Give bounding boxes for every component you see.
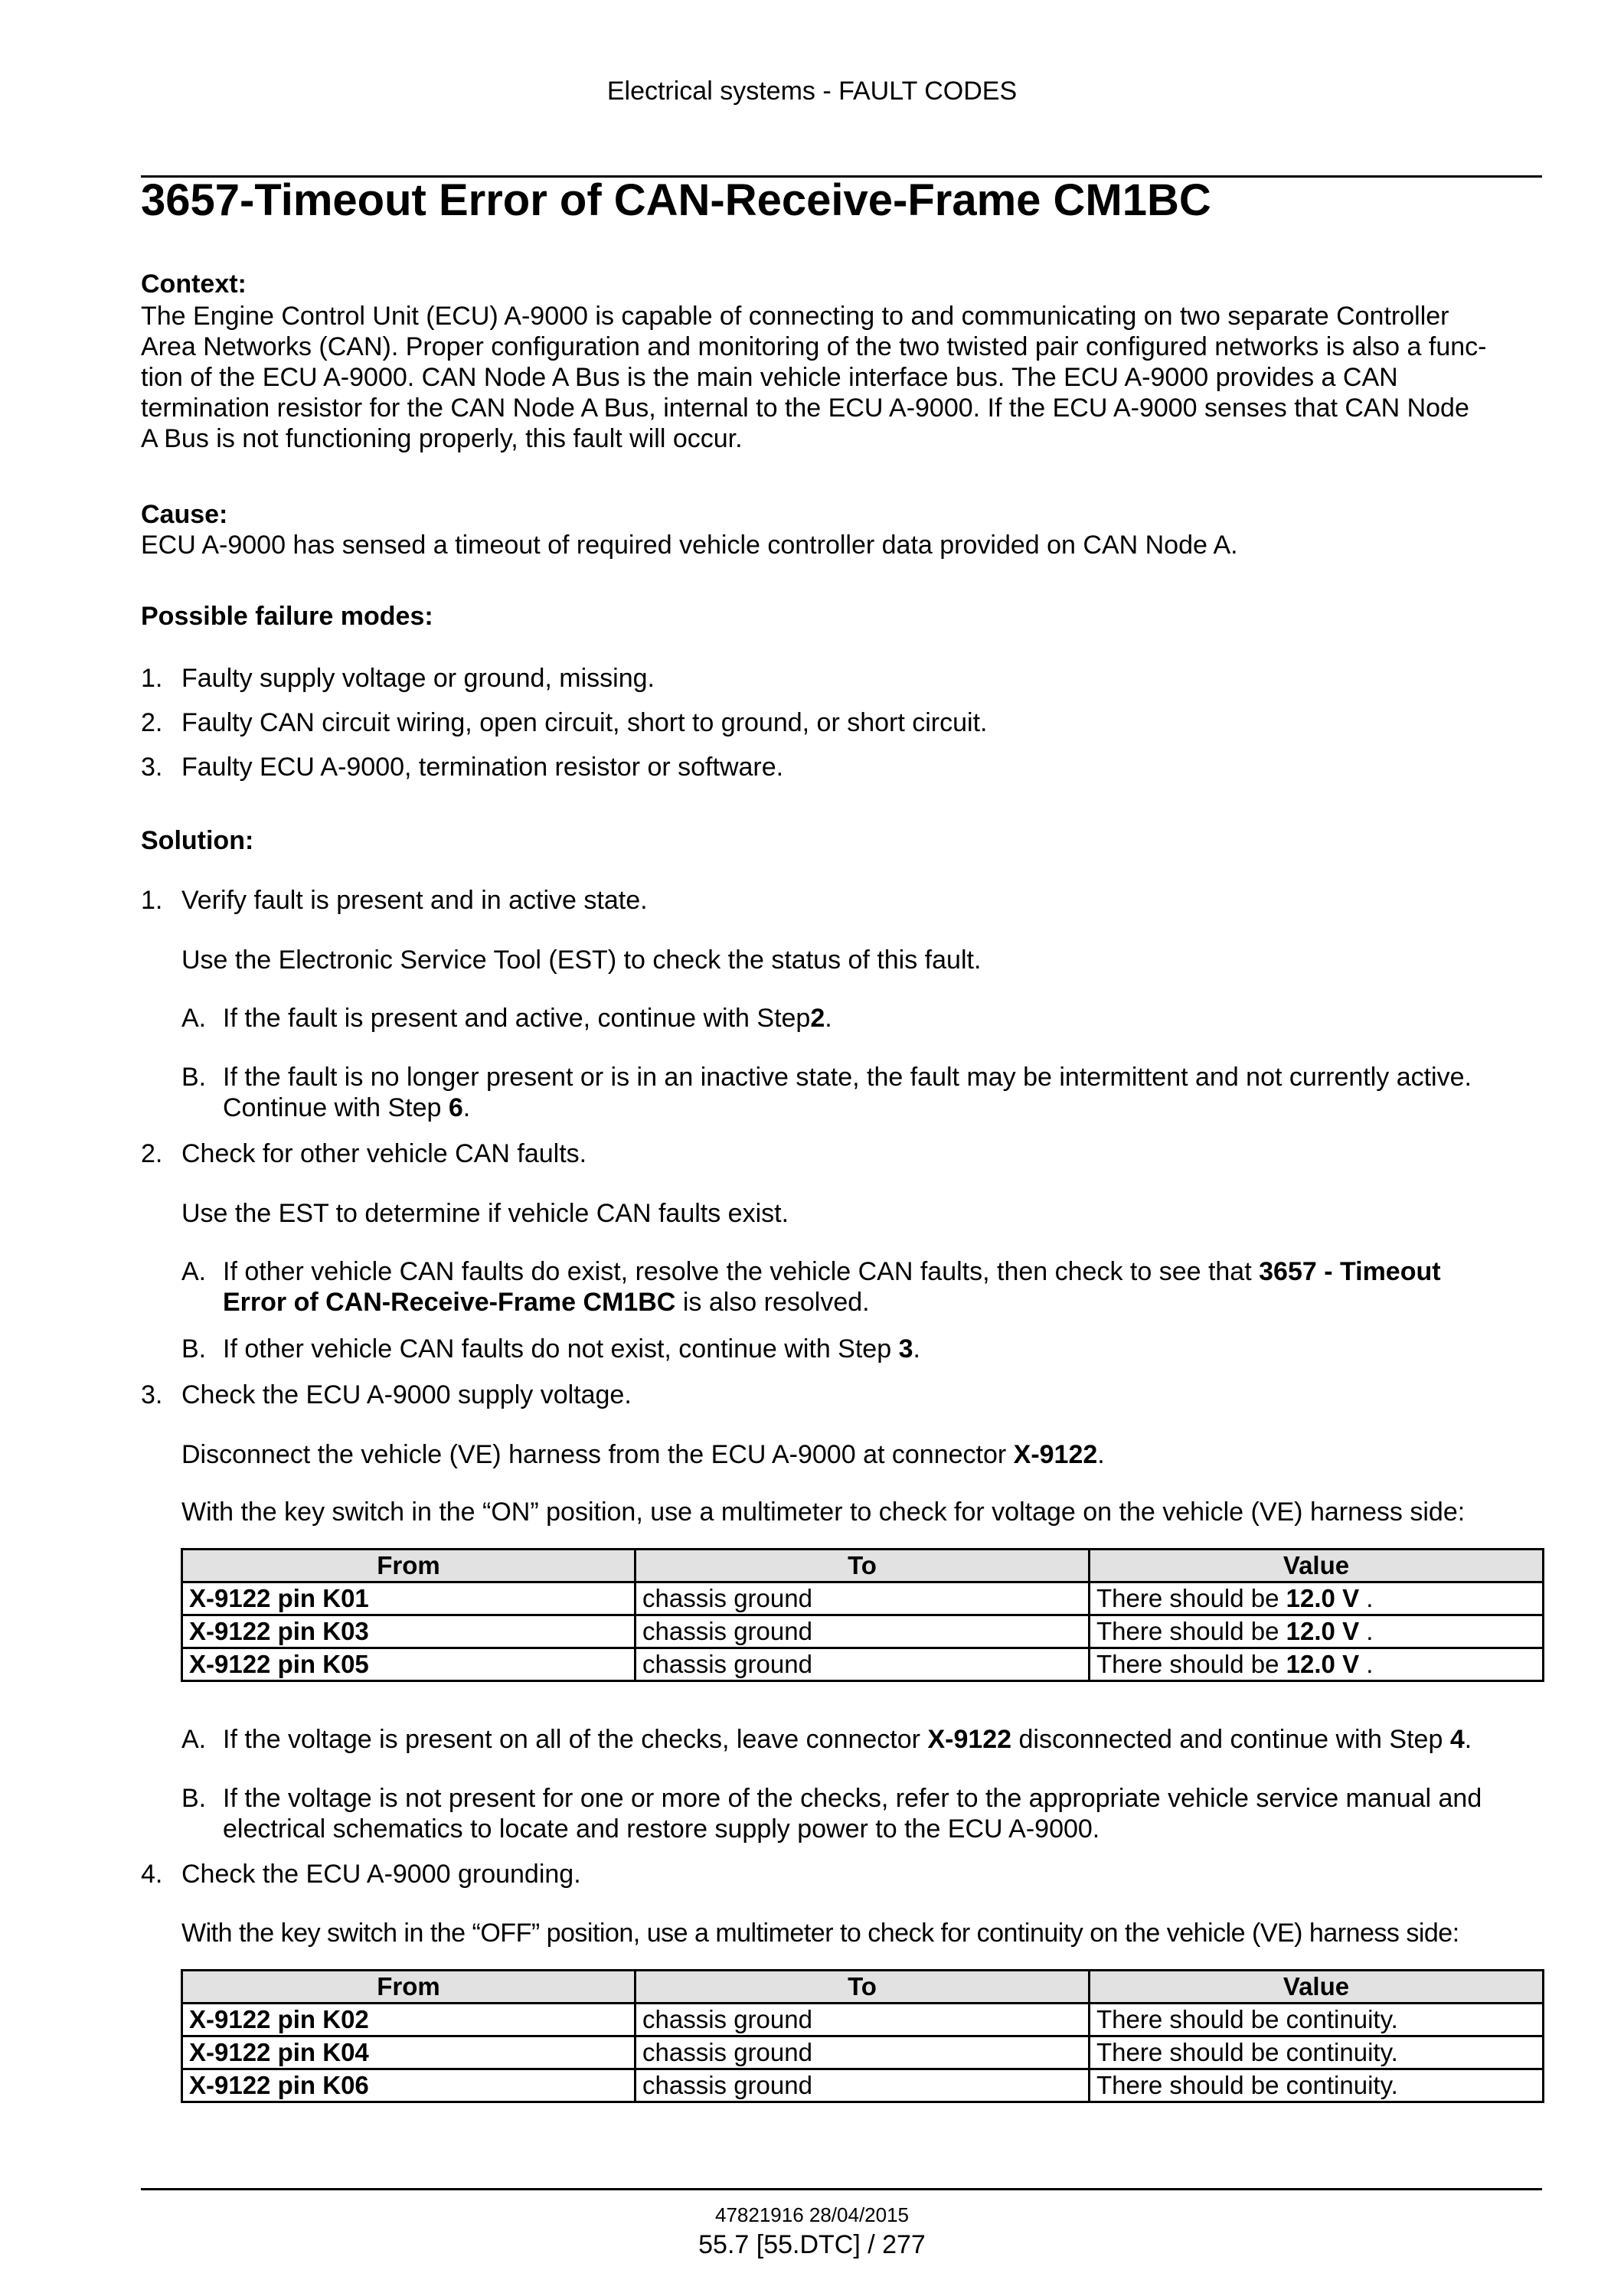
step-number: 1. <box>141 886 163 915</box>
page-title: 3657-Timeout Error of CAN-Receive-Frame CM1BC <box>141 175 1211 225</box>
from-cell: X-9122 pin K02 <box>182 2004 636 2036</box>
solution-heading: Solution: <box>141 826 254 855</box>
step-number: 2. <box>141 1139 163 1168</box>
step-text: Check the ECU A-9000 grounding. <box>181 1860 581 1889</box>
value-cell: There should be 12.0 V . <box>1090 1582 1544 1615</box>
list-number: 1. <box>141 664 163 693</box>
column-header-to: To <box>636 1550 1090 1582</box>
voltage-check-table <box>181 1548 1544 1682</box>
step-text: Check for other vehicle CAN faults. <box>181 1139 587 1168</box>
table-header-row <box>182 1971 1544 2004</box>
failure-mode-item: Faulty ECU A-9000, termination resistor or software. <box>181 753 784 782</box>
context-line: Area Networks (CAN). Proper configuration and monitoring of the two twisted pair configured networks is also a func- <box>141 332 1487 361</box>
substep-letter: A. <box>181 1725 207 1754</box>
table-row <box>182 1648 1544 1681</box>
to-cell: chassis ground <box>636 2036 1090 2069</box>
failure-mode-item: Faulty supply voltage or ground, missing. <box>181 664 655 693</box>
substep-text: If the fault is present and active, continue with Step2. <box>223 1004 832 1033</box>
substep-text: If other vehicle CAN faults do not exist, continue with Step 3. <box>223 1334 920 1364</box>
value-cell: There should be continuity. <box>1090 2036 1544 2069</box>
failure-modes-heading: Possible failure modes: <box>141 602 433 631</box>
substep-letter: B. <box>181 1334 207 1364</box>
footer-page-number: 55.7 [55.DTC] / 277 <box>698 2230 926 2259</box>
from-cell: X-9122 pin K05 <box>182 1648 636 1681</box>
context-line: A Bus is not functioning properly, this fault will occur. <box>141 424 743 453</box>
cause-heading: Cause: <box>141 500 228 529</box>
failure-mode-item: Faulty CAN circuit wiring, open circuit, short to ground, or short circuit. <box>181 708 988 737</box>
context-heading: Context: <box>141 269 247 299</box>
to-cell: chassis ground <box>636 1615 1090 1648</box>
list-number: 3. <box>141 753 163 782</box>
substep-text: If the voltage is present on all of the checks, leave connector X-9122 disconnected and continue with Step 4. <box>223 1725 1472 1754</box>
substep-letter: A. <box>181 1004 207 1033</box>
substep-letter: B. <box>181 1784 207 1813</box>
column-header-value: Value <box>1090 1550 1544 1582</box>
value-cell: There should be 12.0 V . <box>1090 1648 1544 1681</box>
step-text: Check the ECU A-9000 supply voltage. <box>181 1380 632 1409</box>
to-cell: chassis ground <box>636 2069 1090 2102</box>
table-row <box>182 1582 1544 1615</box>
table-row <box>182 2004 1544 2036</box>
to-cell: chassis ground <box>636 2004 1090 2036</box>
to-cell: chassis ground <box>636 1582 1090 1615</box>
substep-text: If the fault is no longer present or is in an inactive state, the fault may be intermittent and not currently active. Continue with Step 6. <box>223 1063 1472 1122</box>
from-cell: X-9122 pin K03 <box>182 1615 636 1648</box>
table-header-row <box>182 1550 1544 1582</box>
substep-letter: B. <box>181 1063 207 1092</box>
cause-text: ECU A-9000 has sensed a timeout of required vehicle controller data provided on CAN Node A. <box>141 531 1238 560</box>
context-paragraph <box>141 301 1542 454</box>
step-number: 3. <box>141 1380 163 1409</box>
footer-rule <box>141 2188 1542 2190</box>
from-cell: X-9122 pin K01 <box>182 1582 636 1615</box>
substep-text: If other vehicle CAN faults do exist, resolve the vehicle CAN faults, then check to see that 3657 - Timeout Error of CAN-Receive-Frame CM1BC is also resolved. <box>223 1257 1441 1317</box>
step-text: Verify fault is present and in active state. <box>181 886 648 915</box>
table-row <box>182 2069 1544 2102</box>
substep-letter: A. <box>181 1257 207 1286</box>
footer-document-code: 47821916 28/04/2015 <box>714 2203 910 2226</box>
step-number: 4. <box>141 1860 163 1889</box>
table-row <box>182 1615 1544 1648</box>
from-cell: X-9122 pin K04 <box>182 2036 636 2069</box>
column-header-to: To <box>636 1971 1090 2004</box>
value-cell: There should be continuity. <box>1090 2004 1544 2036</box>
step-instruction: Use the EST to determine if vehicle CAN faults exist. <box>181 1199 789 1228</box>
to-cell: chassis ground <box>636 1648 1090 1681</box>
column-header-value: Value <box>1090 1971 1544 2004</box>
context-line: The Engine Control Unit (ECU) A-9000 is capable of connecting to and communicating on two separate Controller <box>141 302 1449 331</box>
step-instruction: With the key switch in the “OFF” position, use a multimeter to check for continuity on the vehicle (VE) harness side: <box>181 1919 1459 1948</box>
step-instruction: Use the Electronic Service Tool (EST) to check the status of this fault. <box>181 946 982 975</box>
step-instruction: Disconnect the vehicle (VE) harness from the ECU A-9000 at connector X-9122. <box>181 1440 1105 1469</box>
continuity-check-table <box>181 1969 1544 2103</box>
value-cell: There should be 12.0 V . <box>1090 1615 1544 1648</box>
column-header-from: From <box>182 1550 636 1582</box>
running-header: Electrical systems - FAULT CODES <box>606 77 1018 106</box>
context-line: tion of the ECU A-9000. CAN Node A Bus is the main vehicle interface bus. The ECU A-9000 provides a CAN <box>141 363 1398 392</box>
table-row <box>182 2036 1544 2069</box>
context-line: termination resistor for the CAN Node A Bus, internal to the ECU A-9000. If the ECU A-9000 senses that CAN Node <box>141 394 1469 423</box>
column-header-from: From <box>182 1971 636 2004</box>
list-number: 2. <box>141 708 163 737</box>
value-cell: There should be continuity. <box>1090 2069 1544 2102</box>
from-cell: X-9122 pin K06 <box>182 2069 636 2102</box>
step-instruction: With the key switch in the “ON” position, use a multimeter to check for voltage on the vehicle (VE) harness side: <box>181 1497 1466 1527</box>
substep-text: If the voltage is not present for one or more of the checks, refer to the appropriate vehicle service manual and electrical schematics to locate and restore supply power to the ECU A-9000. <box>223 1784 1482 1844</box>
